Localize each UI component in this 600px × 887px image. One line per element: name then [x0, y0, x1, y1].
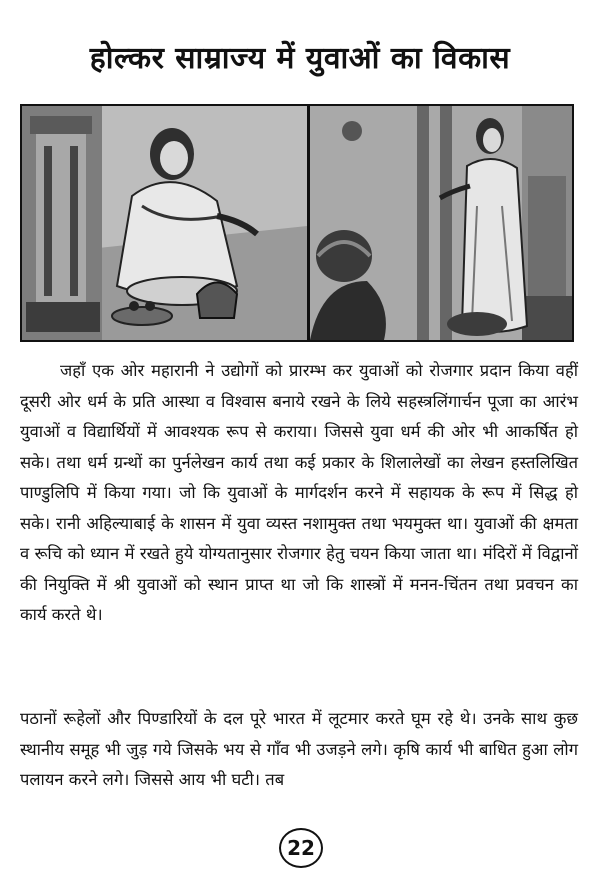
page-title: होल्कर साम्राज्य में युवाओं का विकास: [89, 41, 511, 76]
audience-scene-illustration: [310, 106, 572, 340]
worship-scene-illustration: [22, 106, 307, 340]
page-number: 22: [279, 828, 323, 868]
illustration: [20, 104, 574, 342]
paragraph-1: जहाँ एक ओर महारानी ने उद्योगों को प्रारम्भ कर युवाओं को रोजगार प्रदान किया वहीं दूसरी ओर धर्म के प्रति आस्था व विश्वास बनाये रखने के लिये सहस्त्रलिंगार्चन पूजा का आरंभ युवाओं व विद्यार्थियों में आवश्यक रूप से कराया। जिससे युवा धर्म की ओर भी आकर्षित हो सके। तथा धर्म ग्रन्थों का पुर्नलेखन कार्य तथा कई प्रकार के शिलालेखों का लेखन हस्तलिखित पाण्डुलिपि में किया गया। जो कि युवाओं के मार्गदर्शन करने में सहायक के रूप में सिद्ध हो सके। रानी अहिल्याबाई के शासन में युवा व्यस्त नशामुक्त तथा भयमुक्त था। युवाओं की क्षमता व रूचि को ध्यान में रखते हुये योग्यतानुसार रोजगार हेतु चयन किया जाता था। मंदिरों में विद्वानों की नियुक्ति में श्री युवाओं को स्थान प्राप्त था जो कि शास्त्रों में मनन-चिंतन तथा प्रवचन का कार्य करते थे।: [20, 361, 578, 624]
paragraph-2: पठानों रूहेलों और पिण्डारियों के दल पूरे भारत में लूटमार करते घूम रहे थे। उनके साथ कुछ स्थानीय समूह भी जुड़ गये जिसके भय से गाँव भी उजड़ने लगे। कृषि कार्य भी बाधित हुआ लोग पलायन करने लगे। जिससे आय भी घटी। तब: [20, 709, 578, 789]
